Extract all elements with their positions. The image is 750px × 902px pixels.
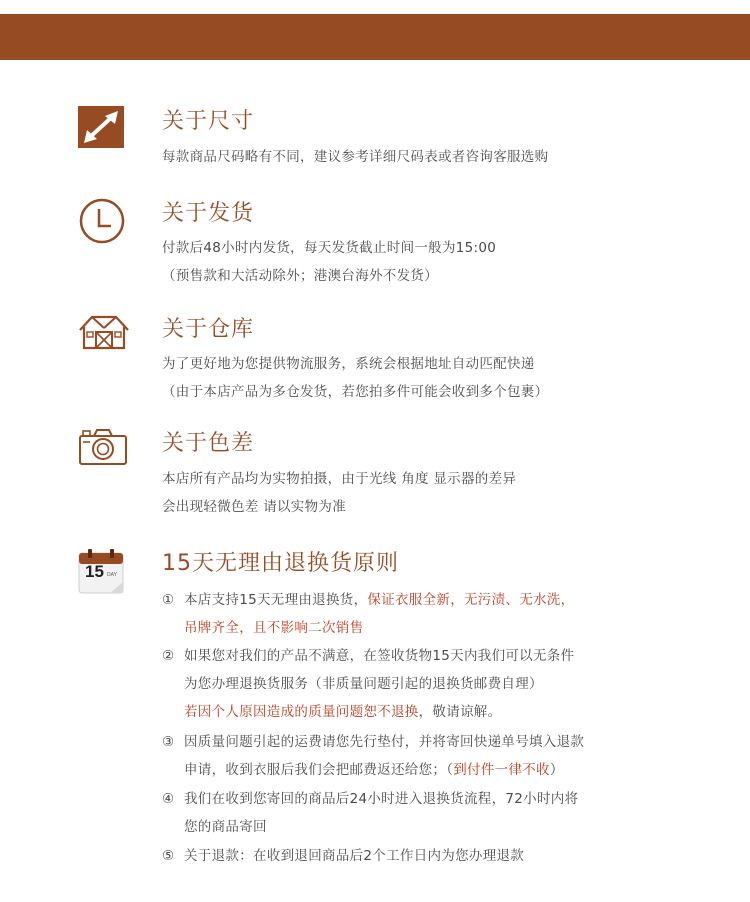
rule-1-line1 [162, 588, 574, 608]
barn-warehouse-icon [78, 314, 130, 350]
rule-1-highlight: 保证衣服全新，无污渍、无水洗， [367, 592, 575, 608]
rule-4-text: 我们在收到您寄回的商品后24小时进入退换货流程，72小时内将 [184, 791, 579, 807]
shipping-line2: （预售款和大活动除外；港澳台海外不发货） [162, 268, 438, 284]
size-title: 关于尺寸 [162, 109, 255, 134]
rule-5-number: ⑤ [162, 848, 175, 864]
rule-1-number: ① [162, 592, 175, 608]
size-desc: 每款商品尺码略有不同，建议参考详细尺码表或者咨询客服选购 [162, 149, 549, 165]
rule-1-text: 本店支持15天无理由退换货， [184, 592, 368, 608]
returns-title: 15天无理由退换货原则 [162, 551, 399, 576]
color-line1: 本店所有产品均为实物拍摄，由于光线 角度 显示器的差异 [162, 471, 517, 487]
rule-3-close: ） [549, 762, 564, 778]
rule-4-number: ④ [162, 791, 175, 807]
rule-2-line2: 为您办理退换货服务（非质量问题引起的退换货邮费自理） [184, 676, 543, 692]
warehouse-line1: 为了更好地为您提供物流服务，系统会根据地址自动匹配快递 [162, 356, 535, 372]
rule-3-line2 [162, 758, 564, 778]
warehouse-line2: （由于本店产品为多仓发货，若您拍多件可能会收到多个包裹） [162, 384, 549, 400]
resize-arrow-icon [78, 106, 126, 150]
calendar-icon [78, 548, 124, 594]
rule-4-line2: 您的商品寄回 [184, 819, 267, 835]
rule-3-number: ③ [162, 734, 175, 750]
rule-2-line1 [162, 644, 574, 664]
rule-3-text: 因质量问题引起的运费请您先行垫付，并将寄回快递单号填入退款 [184, 734, 585, 750]
clock-icon [78, 198, 126, 244]
color-title: 关于色差 [162, 431, 255, 456]
rule-2-text: 如果您对我们的产品不满意，在签收货物15天内我们可以无条件 [184, 648, 575, 664]
rule-1-line2 [162, 616, 363, 636]
header-band [0, 0, 750, 60]
rule-3-highlight: 到付件一律不收 [453, 762, 550, 778]
camera-icon [78, 428, 128, 466]
color-line2: 会出现轻微色差 请以实物为准 [162, 499, 346, 515]
rule-3-text-cont: 申请，收到衣服后我们会把邮费返还给您；（ [184, 762, 454, 778]
rule-2-number: ② [162, 648, 175, 664]
rule-2-line3 [162, 700, 501, 720]
rule-2-tail: ，敬请谅解。 [418, 704, 502, 720]
shipping-line1: 付款后48小时内发货，每天发货截止时间一般为15:00 [162, 240, 497, 256]
rule-1-highlight-cont: 吊牌齐全，且不影响二次销售 [184, 620, 364, 636]
rule-5-text: 关于退款：在收到退回商品后2个工作日内为您办理退款 [184, 848, 525, 864]
calendar-day: 15 [85, 562, 104, 581]
rule-3-line1 [162, 730, 584, 750]
rule-5-line1 [162, 844, 524, 864]
rule-2-highlight: 若因个人原因造成的质量问题恕不退换 [184, 704, 419, 720]
calendar-day-label: DAY [107, 572, 117, 578]
warehouse-title: 关于仓库 [162, 317, 255, 342]
rule-4-line1 [162, 787, 578, 807]
shipping-title: 关于发货 [162, 201, 255, 226]
